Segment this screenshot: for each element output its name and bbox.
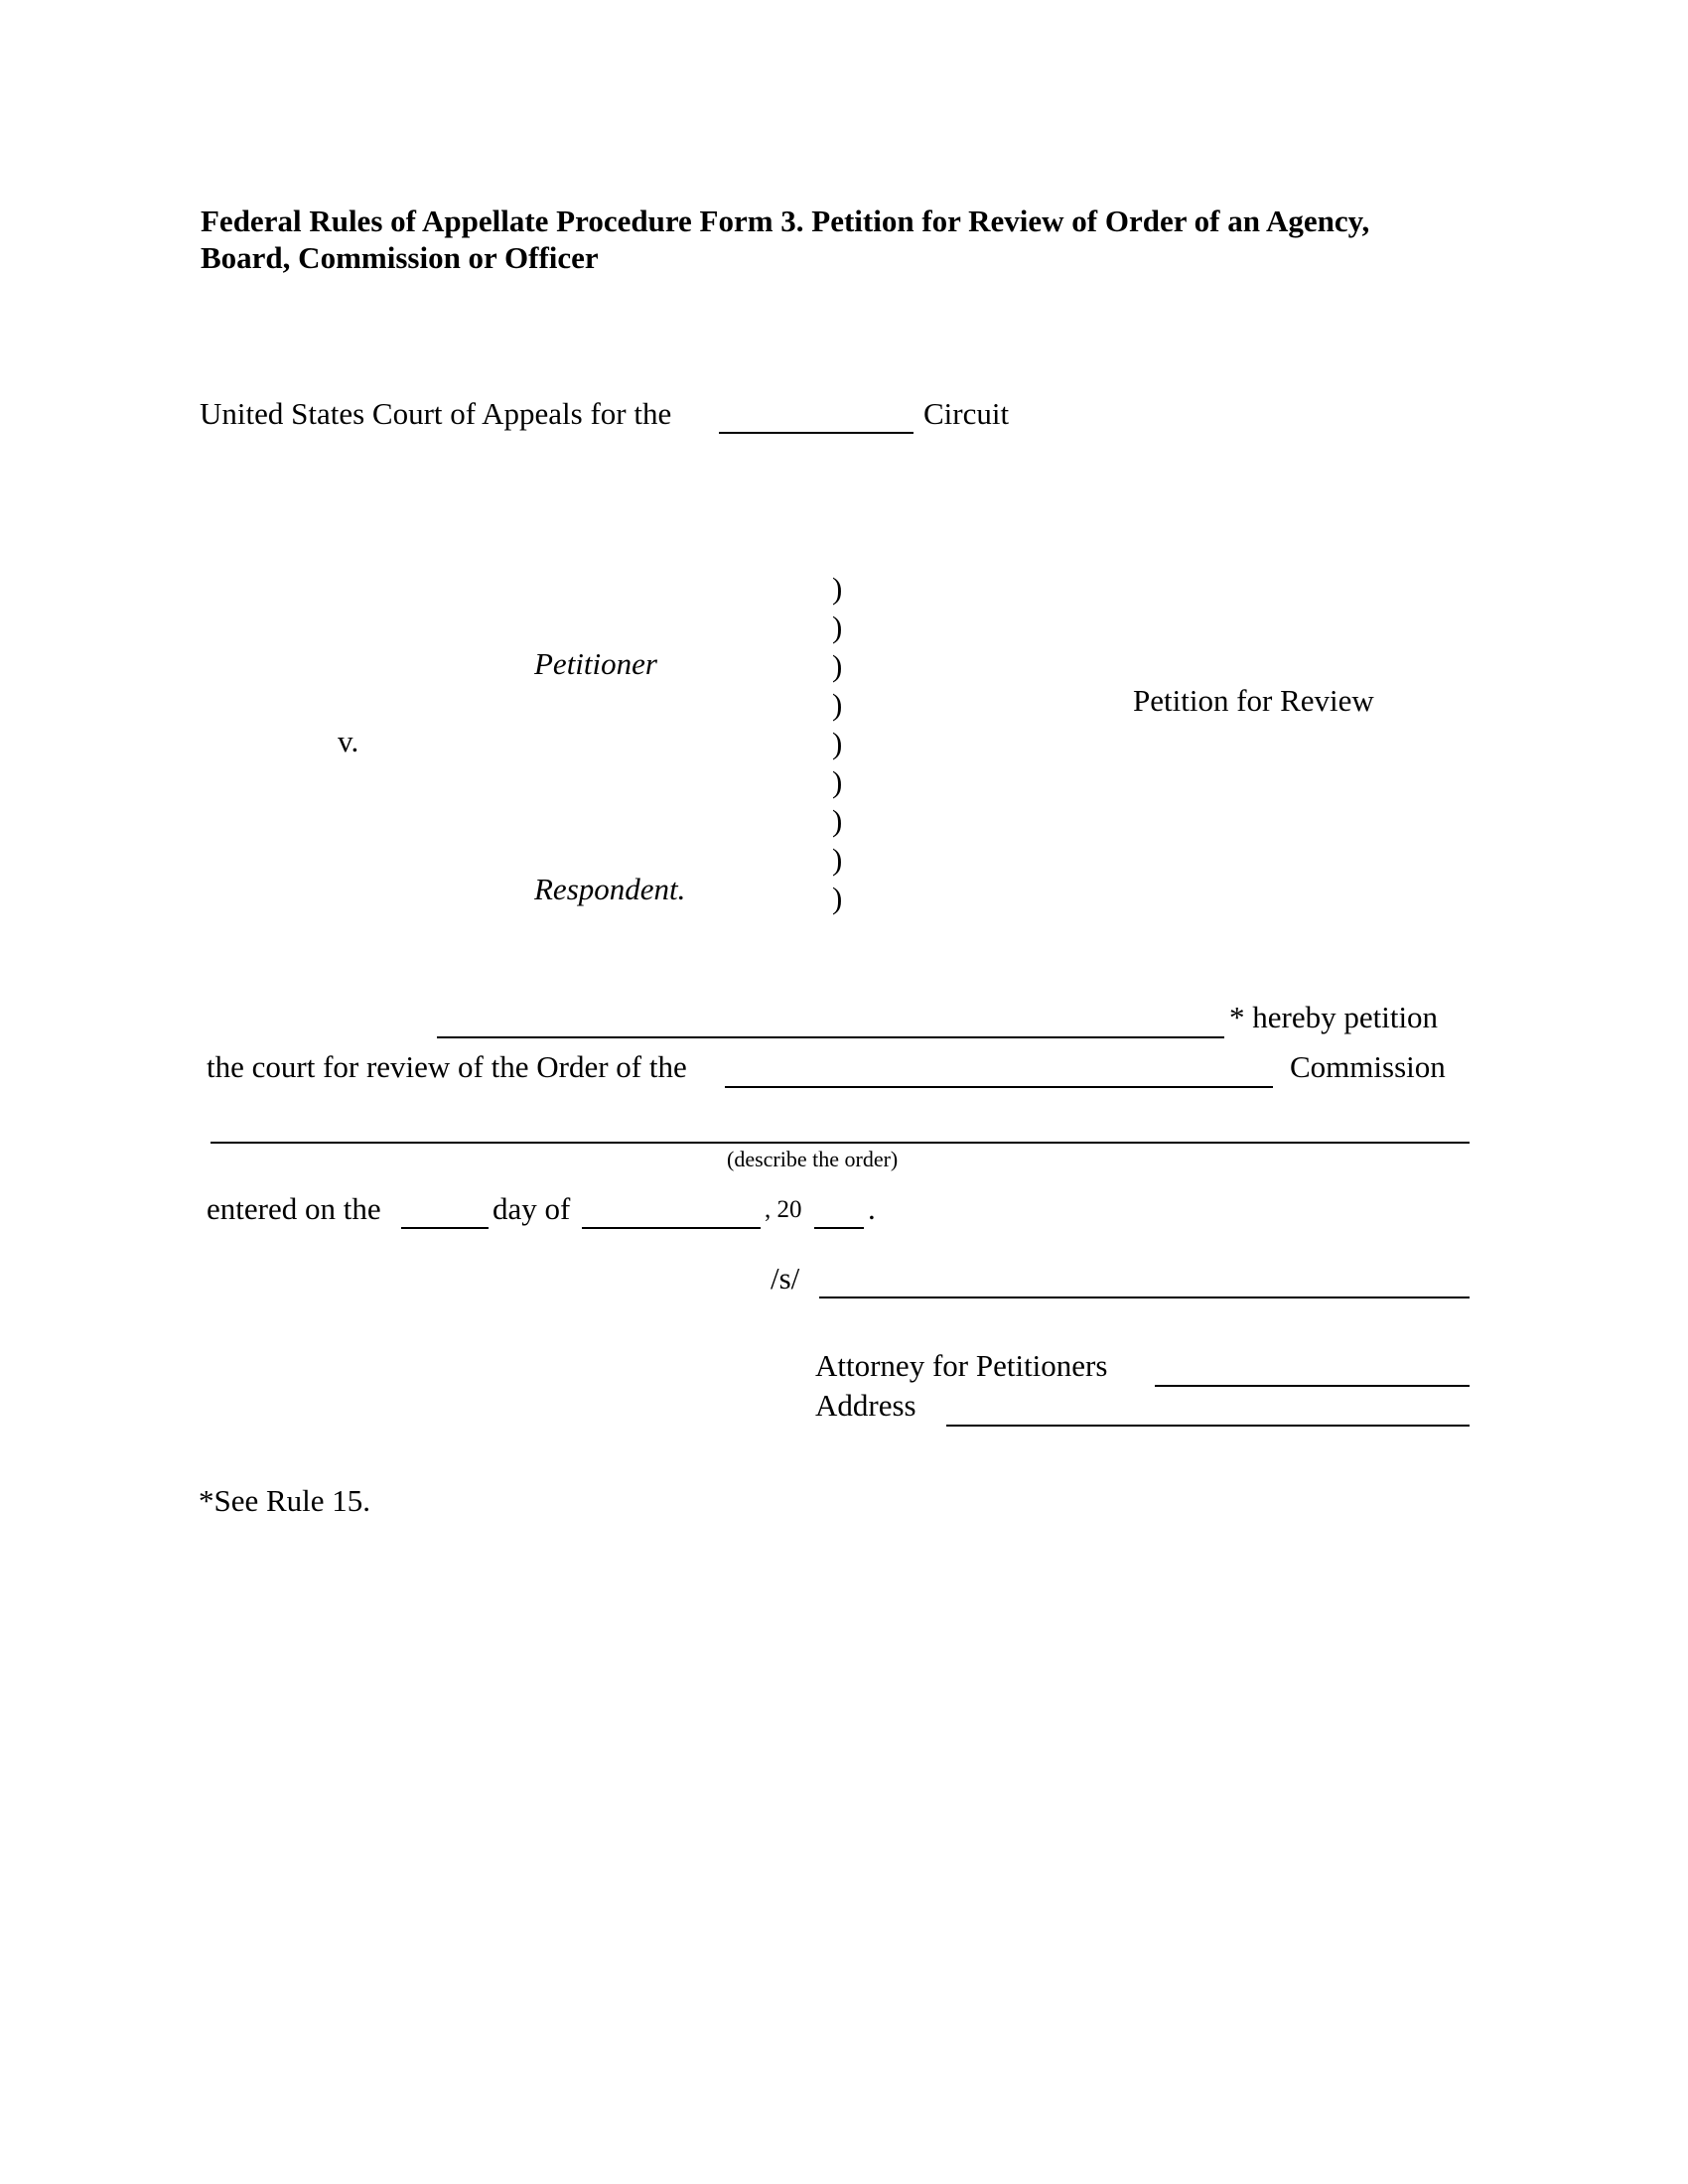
form-title-line-2: Board, Commission or Officer [201,240,599,275]
paren-4: ) [832,687,843,722]
paren-3: ) [832,648,843,683]
attorney-blank[interactable] [1155,1385,1470,1387]
year-blank[interactable] [814,1227,864,1229]
paren-1: ) [832,571,843,606]
day-of-label: day of [492,1191,571,1226]
document-type-label: Petition for Review [1133,683,1374,718]
paren-2: ) [832,610,843,644]
footnote: *See Rule 15. [199,1483,371,1518]
petition-suffix: * hereby petition [1229,1000,1439,1034]
describe-order-hint: (describe the order) [727,1147,899,1171]
agency-name-blank[interactable] [725,1086,1273,1088]
paren-7: ) [832,803,843,838]
order-description-blank[interactable] [211,1142,1470,1144]
court-prefix: United States Court of Appeals for the [200,396,672,431]
respondent-label: Respondent. [534,872,686,906]
month-blank[interactable] [582,1227,761,1229]
address-blank[interactable] [946,1425,1470,1427]
signature-blank[interactable] [819,1297,1470,1298]
signature-label: /s/ [771,1261,800,1296]
petitioner-name-blank[interactable] [437,1036,1224,1038]
versus-label: v. [338,724,359,758]
form-title [201,203,1369,276]
circuit-blank[interactable] [719,432,914,434]
paren-5: ) [832,726,843,760]
petitioner-label: Petitioner [534,646,657,681]
form-title-line-1: Federal Rules of Appellate Procedure Form 3. Petition for Review of Order of an Agency, [201,204,1370,238]
attorney-label: Attorney for Petitioners [815,1348,1108,1383]
order-suffix: Commission [1290,1049,1446,1084]
period: . [868,1191,876,1226]
paren-9: ) [832,881,843,915]
year-prefix: , 20 [765,1196,802,1223]
paren-6: ) [832,764,843,799]
address-label: Address [815,1388,916,1423]
order-prefix: the court for review of the Order of the [207,1049,687,1084]
entered-prefix: entered on the [207,1191,381,1226]
court-suffix: Circuit [923,396,1010,431]
paren-8: ) [832,842,843,877]
day-blank[interactable] [401,1227,489,1229]
